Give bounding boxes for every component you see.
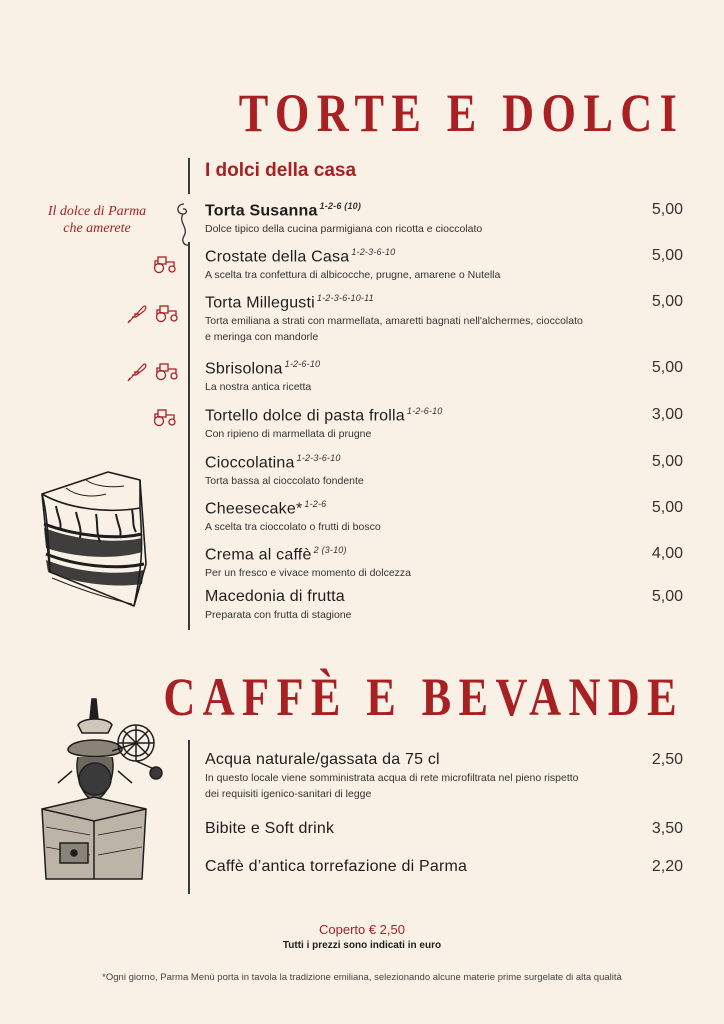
prices-note: Tutti i prezzi sono indicati in euro xyxy=(282,940,442,951)
dolci-heading: I dolci della casa xyxy=(205,160,357,181)
icon-row xyxy=(126,302,180,324)
item-price: 5,00 xyxy=(651,293,683,310)
item-desc: Dolce tipico della cucina parmigiana con ricotta e cioccolato xyxy=(205,223,483,236)
item-allergens: 1-2-6-10 xyxy=(406,406,443,416)
item-price: 5,00 xyxy=(651,499,683,516)
item-name: Torta Millegusti $^{1-2-3-6-10-11}$ xyxy=(205,293,374,312)
item-price: 3,00 xyxy=(651,406,683,423)
item-name: Macedonia di frutta xyxy=(205,588,345,605)
item-desc: Preparata con frutta di stagione xyxy=(205,609,352,621)
footnote: *Ogni giorno, Parma Menù porta in tavola la tradizione emiliana, selezionando alcune materie prime surgelate di alta qualità xyxy=(102,972,622,983)
tractor-icon xyxy=(154,303,180,323)
feather-icon xyxy=(126,302,148,324)
item-desc: Con ripieno di marmellata di prugne xyxy=(205,428,372,441)
item-allergens: 2 (3-10) xyxy=(313,545,347,555)
item-desc: Torta bassa al cioccolato fondente xyxy=(205,475,364,488)
menu-item xyxy=(205,247,685,283)
tractor-icon xyxy=(154,361,180,381)
divider-line xyxy=(188,740,190,894)
item-price: 5,00 xyxy=(651,588,683,605)
item-allergens: 1-2-6-10 xyxy=(284,359,321,369)
tractor-icon xyxy=(152,407,178,427)
coperto: Coperto € 2,50 xyxy=(318,922,405,937)
item-desc: Per un fresco e vivace momento di dolcezza xyxy=(205,567,412,580)
item-desc: A scelta tra cioccolato o frutti di bosco xyxy=(205,521,381,534)
item-price: 5,00 xyxy=(651,201,683,218)
item-name: Cheesecake* $^{1-2-6}$ xyxy=(205,499,327,518)
menu-item xyxy=(205,588,685,623)
menu-item xyxy=(205,201,685,237)
section-title-caffe: CAFFÈ E BEVANDE xyxy=(163,667,684,727)
section-title-torte: TORTE E DOLCI xyxy=(238,83,684,143)
item-price: 2,20 xyxy=(651,858,683,875)
item-allergens: 1-2-3-6-10 xyxy=(351,247,396,257)
side-note-line: che amerete xyxy=(63,221,131,236)
item-price: 2,50 xyxy=(651,751,683,768)
item-desc: Torta emiliana a strati con marmellata, amaretti bagnati nell'alchermes, cioccolato e meringa con mandorle xyxy=(205,315,583,344)
menu-item xyxy=(205,751,685,802)
menu-item xyxy=(205,858,685,876)
icon-row xyxy=(152,254,178,274)
item-price: 5,00 xyxy=(651,359,683,376)
item-name: Tortello dolce di pasta frolla $^{1-2-6-10}$ xyxy=(205,406,443,425)
item-name: Bibite e Soft drink xyxy=(205,820,335,837)
menu-item xyxy=(205,499,685,535)
item-price: 5,00 xyxy=(651,247,683,264)
item-name: Crema al caffè $^{2 (3-10)}$ xyxy=(205,545,347,564)
menu-item xyxy=(205,293,685,345)
menu-item xyxy=(205,453,685,489)
item-desc: In questo locale viene somministrata acqua di rete microfiltrata nel pieno rispetto dei requisiti igenico-sanitari di legge xyxy=(205,772,579,800)
divider-line xyxy=(188,242,190,630)
cake-illustration xyxy=(36,468,148,610)
item-name: Crostate della Casa $^{1-2-3-6-10}$ xyxy=(205,247,396,266)
menu-item xyxy=(205,406,685,442)
icon-row xyxy=(152,407,178,427)
side-note xyxy=(30,203,164,237)
side-note-line: Il dolce di Parma xyxy=(47,204,147,219)
swirl-ornament-icon xyxy=(174,200,194,248)
item-allergens: 1-2-6 (10) xyxy=(319,201,362,211)
item-desc: La nostra antica ricetta xyxy=(205,381,312,394)
item-price: 3,50 xyxy=(651,820,683,837)
item-price: 5,00 xyxy=(651,453,683,470)
item-allergens: 1-2-6 xyxy=(304,499,327,509)
item-name: Sbrisolona $^{1-2-6-10}$ xyxy=(205,359,321,378)
item-desc: A scelta tra confettura di albicocche, prugne, amarene o Nutella xyxy=(205,269,501,282)
feather-icon xyxy=(126,360,148,382)
item-name: Cioccolatina $^{1-2-3-6-10}$ xyxy=(205,453,341,472)
item-name: Torta Susanna $^{1-2-6 (10)}$ xyxy=(205,201,362,220)
tractor-icon xyxy=(152,254,178,274)
item-price: 4,00 xyxy=(651,545,683,562)
divider-line xyxy=(188,158,190,194)
icon-row xyxy=(126,360,180,382)
menu-item xyxy=(205,820,685,838)
menu-item xyxy=(205,359,685,395)
item-name: Caffè d’antica torrefazione di Parma xyxy=(205,858,468,875)
item-allergens: 1-2-3-6-10 xyxy=(296,453,341,463)
coffee-grinder-illustration xyxy=(38,697,168,883)
menu-item xyxy=(205,545,685,581)
item-name: Acqua naturale/gassata da 75 cl xyxy=(205,751,440,768)
item-allergens: 1-2-3-6-10-11 xyxy=(316,293,374,303)
